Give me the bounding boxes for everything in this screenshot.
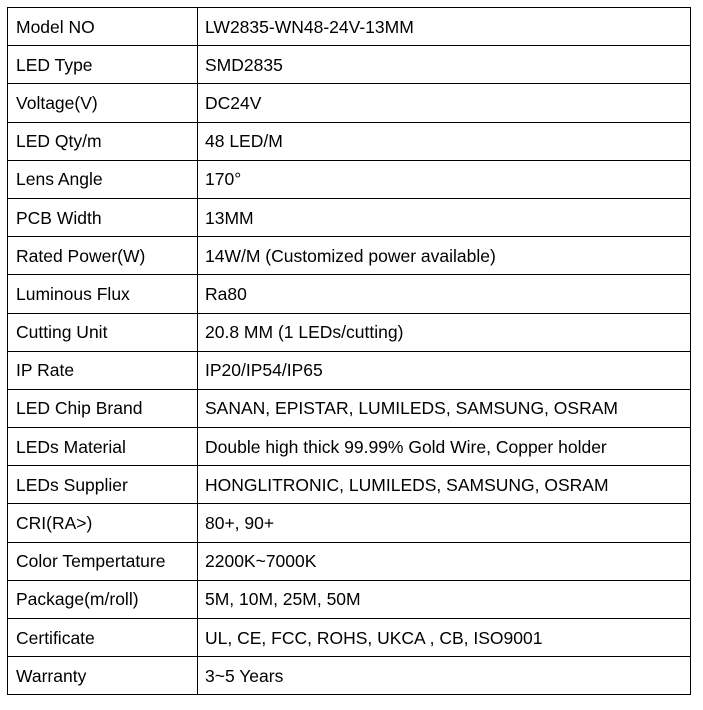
spec-value: 80+, 90+ [198, 504, 691, 542]
spec-value: SMD2835 [198, 46, 691, 84]
spec-row-pcb-width [8, 198, 691, 236]
spec-label: Model NO [8, 8, 198, 46]
spec-label: LED Type [8, 46, 198, 84]
spec-row-ip-rate [8, 351, 691, 389]
spec-row-certificate [8, 619, 691, 657]
spec-label: LEDs Material [8, 428, 198, 466]
spec-value: 20.8 MM (1 LEDs/cutting) [198, 313, 691, 351]
spec-label: Voltage(V) [8, 84, 198, 122]
spec-value: Ra80 [198, 275, 691, 313]
spec-row-leds-supplier [8, 466, 691, 504]
spec-row-cutting-unit [8, 313, 691, 351]
spec-label: Luminous Flux [8, 275, 198, 313]
spec-row-package [8, 580, 691, 618]
spec-value: HONGLITRONIC, LUMILEDS, SAMSUNG, OSRAM [198, 466, 691, 504]
spec-label: CRI(RA>) [8, 504, 198, 542]
spec-label: Cutting Unit [8, 313, 198, 351]
spec-value: IP20/IP54/IP65 [198, 351, 691, 389]
spec-label: LED Chip Brand [8, 389, 198, 427]
spec-row-lens-angle [8, 160, 691, 198]
spec-row-luminous-flux [8, 275, 691, 313]
spec-value: 48 LED/M [198, 122, 691, 160]
spec-label: LEDs Supplier [8, 466, 198, 504]
spec-label: LED Qty/m [8, 122, 198, 160]
spec-value: LW2835-WN48-24V-13MM [198, 8, 691, 46]
spec-value: 13MM [198, 198, 691, 236]
spec-label: PCB Width [8, 198, 198, 236]
spec-value: SANAN, EPISTAR, LUMILEDS, SAMSUNG, OSRAM [198, 389, 691, 427]
spec-value: UL, CE, FCC, ROHS, UKCA , CB, ISO9001 [198, 619, 691, 657]
spec-label: Color Tempertature [8, 542, 198, 580]
spec-row-led-type [8, 46, 691, 84]
spec-value: 5M, 10M, 25M, 50M [198, 580, 691, 618]
spec-label: IP Rate [8, 351, 198, 389]
spec-label: Rated Power(W) [8, 237, 198, 275]
spec-row-leds-material [8, 428, 691, 466]
spec-row-led-qty [8, 122, 691, 160]
spec-row-led-chip-brand [8, 389, 691, 427]
spec-label: Lens Angle [8, 160, 198, 198]
spec-table [7, 7, 691, 695]
spec-value: 14W/M (Customized power available) [198, 237, 691, 275]
spec-row-rated-power [8, 237, 691, 275]
spec-value: 3~5 Years [198, 657, 691, 695]
spec-row-color-temperature [8, 542, 691, 580]
spec-row-model-no [8, 8, 691, 46]
spec-row-warranty [8, 657, 691, 695]
spec-row-cri [8, 504, 691, 542]
spec-table-body [8, 8, 691, 695]
spec-label: Certificate [8, 619, 198, 657]
spec-label: Warranty [8, 657, 198, 695]
spec-value: Double high thick 99.99% Gold Wire, Copper holder [198, 428, 691, 466]
spec-row-voltage [8, 84, 691, 122]
spec-value: DC24V [198, 84, 691, 122]
spec-value: 170° [198, 160, 691, 198]
spec-value: 2200K~7000K [198, 542, 691, 580]
spec-label: Package(m/roll) [8, 580, 198, 618]
